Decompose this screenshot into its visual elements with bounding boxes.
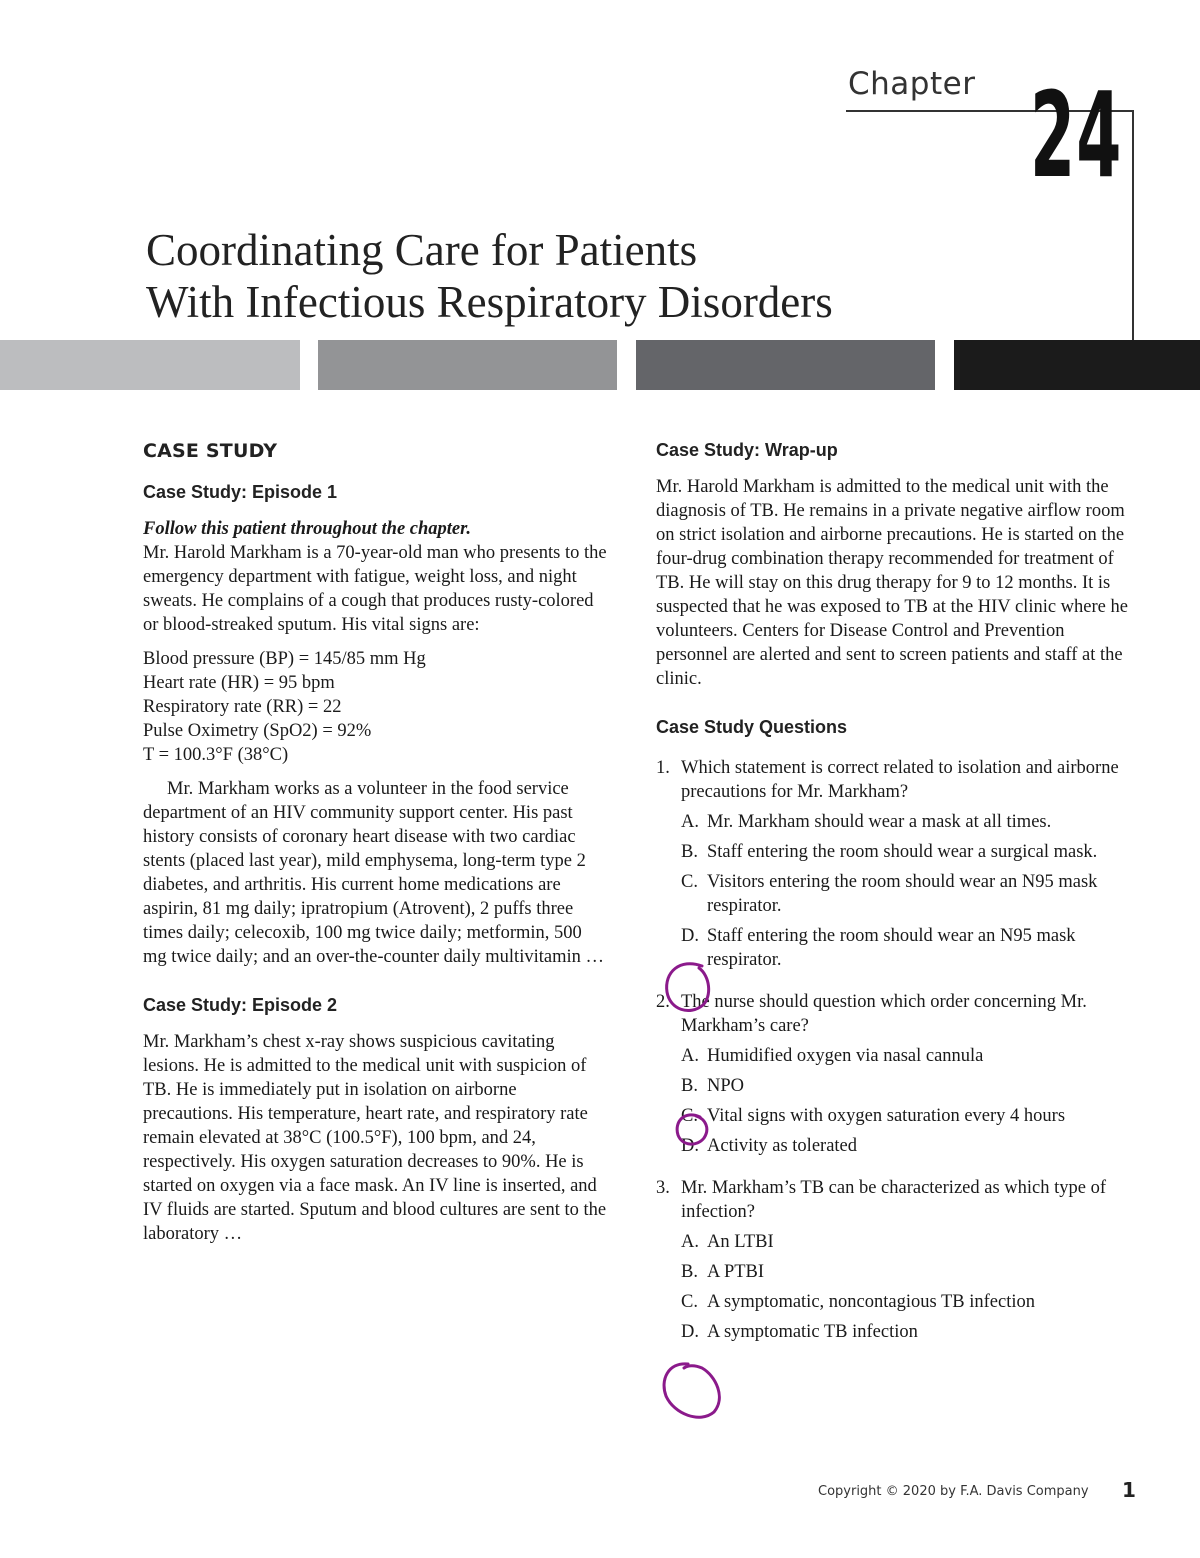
option-text: Staff entering the room should wear a surgical mask.	[707, 842, 1098, 862]
chapter-title	[146, 224, 833, 328]
copyright-notice: Copyright © 2020 by F.A. Davis Company	[818, 1484, 1089, 1499]
decorative-bar-black	[954, 340, 1200, 390]
chapter-title-line-2: With Infectious Respiratory Disorders	[146, 277, 833, 327]
answer-option	[681, 1134, 1136, 1158]
answer-option-circled	[681, 1074, 1136, 1098]
vital-spo2: Pulse Oximetry (SpO2) = 92%	[143, 721, 372, 741]
option-letter: B.	[681, 1076, 698, 1096]
option-text: Mr. Markham should wear a mask at all times.	[707, 812, 1052, 832]
episode-2-text: Mr. Markham’s chest x-ray shows suspicious cavitating lesions. He is admitted to the medical unit with suspicion of TB. He is immediately put in isolation on airborne precautions. His temperature, heart rate, and respiratory rate remain elevated at 38°C (100.5°F), 100 bpm, and 24, respectively. His oxygen saturation decreases to 90%. He is started on oxygen via a face mask. An IV line is inserted, and IV fluids are started. Sputum and blood cultures are sent to the laboratory …	[143, 1032, 607, 1244]
question-number: 2.	[656, 992, 670, 1012]
answer-circle-mark	[664, 1364, 719, 1417]
option-text: Activity as tolerated	[707, 1136, 858, 1156]
option-text: Staff entering the room should wear an N95 mask respirator.	[707, 926, 1076, 970]
option-letter: A.	[681, 812, 699, 832]
option-text: Humidified oxygen via nasal cannula	[707, 1046, 984, 1066]
answer-option	[681, 840, 1136, 864]
vital-temp: T = 100.3°F (38°C)	[143, 745, 289, 765]
wrapup-text: Mr. Harold Markham is admitted to the medical unit with the diagnosis of TB. He remains in a private negative airflow room on strict isolation and airborne precautions. He is started on the four-drug combination therapy recommended for treatment of TB. He will stay on this drug therapy for 9 to 12 months. It is suspected that he was exposed to TB at the HIV clinic where he volunteers. Centers for Disease Control and Prevention personnel are alerted and sent to screen patients and staff at the clinic.	[656, 477, 1128, 689]
option-text: A PTBI	[707, 1262, 765, 1282]
decorative-bar-dark	[636, 340, 935, 390]
answer-option	[681, 1044, 1136, 1068]
option-letter: B.	[681, 842, 698, 862]
episode-1-intro: Mr. Harold Markham is a 70-year-old man who presents to the emergency department with fatigue, weight loss, and night sweats. He complains of a cough that produces rusty-colored or blood-streaked sputum. His vital signs are:	[143, 543, 607, 635]
question-text: The nurse should question which order concerning Mr. Markham’s care?	[681, 992, 1087, 1036]
right-column	[656, 440, 1136, 1344]
option-letter: C.	[681, 1106, 698, 1126]
answer-option	[681, 1230, 1136, 1254]
vital-signs-list	[143, 647, 608, 767]
questions-heading: Case Study Questions	[656, 717, 848, 737]
case-study-heading: CASE STUDY	[143, 440, 278, 462]
vital-bp: Blood pressure (BP) = 145/85 mm Hg	[143, 649, 426, 669]
question-number: 3.	[656, 1178, 670, 1198]
question-item	[656, 1176, 1136, 1344]
episode-1-history: Mr. Markham works as a volunteer in the food service department of an HIV community support center. His past history consists of coronary heart disease with two cardiac stents (placed last year), mild emphysema, long-term type 2 diabetes, and arthritis. His current home medications are aspirin, 81 mg daily; ipratropium (Atrovent), 2 puffs three times daily; celecoxib, 100 mg twice daily; metformin, 500 mg twice daily; and an over-the-counter daily multivitamin …	[143, 779, 604, 967]
option-text: NPO	[707, 1076, 745, 1096]
option-letter: C.	[681, 872, 698, 892]
option-letter: D.	[681, 1136, 699, 1156]
wrapup-heading: Case Study: Wrap-up	[656, 440, 838, 460]
question-number: 1.	[656, 758, 670, 778]
option-letter: B.	[681, 1262, 698, 1282]
question-item	[656, 990, 1136, 1158]
decorative-bar-medium	[318, 340, 617, 390]
answer-option	[681, 1290, 1136, 1314]
question-text: Mr. Markham’s TB can be characterized as which type of infection?	[681, 1178, 1107, 1222]
left-column	[143, 440, 608, 1246]
vital-rr: Respiratory rate (RR) = 22	[143, 697, 342, 717]
option-letter: C.	[681, 1292, 698, 1312]
chapter-number: 24	[1030, 66, 1123, 204]
vital-hr: Heart rate (HR) = 95 bpm	[143, 673, 335, 693]
answer-option-circled	[681, 1320, 1136, 1344]
answer-option-circled	[681, 924, 1136, 972]
question-text: Which statement is correct related to isolation and airborne precautions for Mr. Markham?	[681, 758, 1119, 802]
chapter-label: Chapter	[848, 66, 976, 102]
episode-1-heading: Case Study: Episode 1	[143, 482, 338, 502]
option-letter: A.	[681, 1232, 699, 1252]
chapter-title-line-1: Coordinating Care for Patients	[146, 225, 698, 275]
episode-1-intro-italic: Follow this patient throughout the chapter.	[143, 519, 471, 539]
option-text: An LTBI	[707, 1232, 774, 1252]
option-letter: D.	[681, 1322, 699, 1342]
page-number: 1	[1122, 1478, 1136, 1502]
option-text: Visitors entering the room should wear an N95 mask respirator.	[707, 872, 1098, 916]
answer-option	[681, 810, 1136, 834]
chapter-vertical-rule	[1132, 110, 1134, 342]
option-text: A symptomatic, noncontagious TB infection	[707, 1292, 1035, 1312]
answer-option	[681, 1104, 1136, 1128]
option-letter: D.	[681, 926, 699, 946]
question-item	[656, 756, 1136, 972]
option-text: A symptomatic TB infection	[707, 1322, 918, 1342]
option-text: Vital signs with oxygen saturation every 4 hours	[707, 1106, 1066, 1126]
option-letter: A.	[681, 1046, 699, 1066]
episode-2-heading: Case Study: Episode 2	[143, 995, 338, 1015]
answer-option	[681, 870, 1136, 918]
answer-option	[681, 1260, 1136, 1284]
decorative-bar-light	[0, 340, 300, 390]
